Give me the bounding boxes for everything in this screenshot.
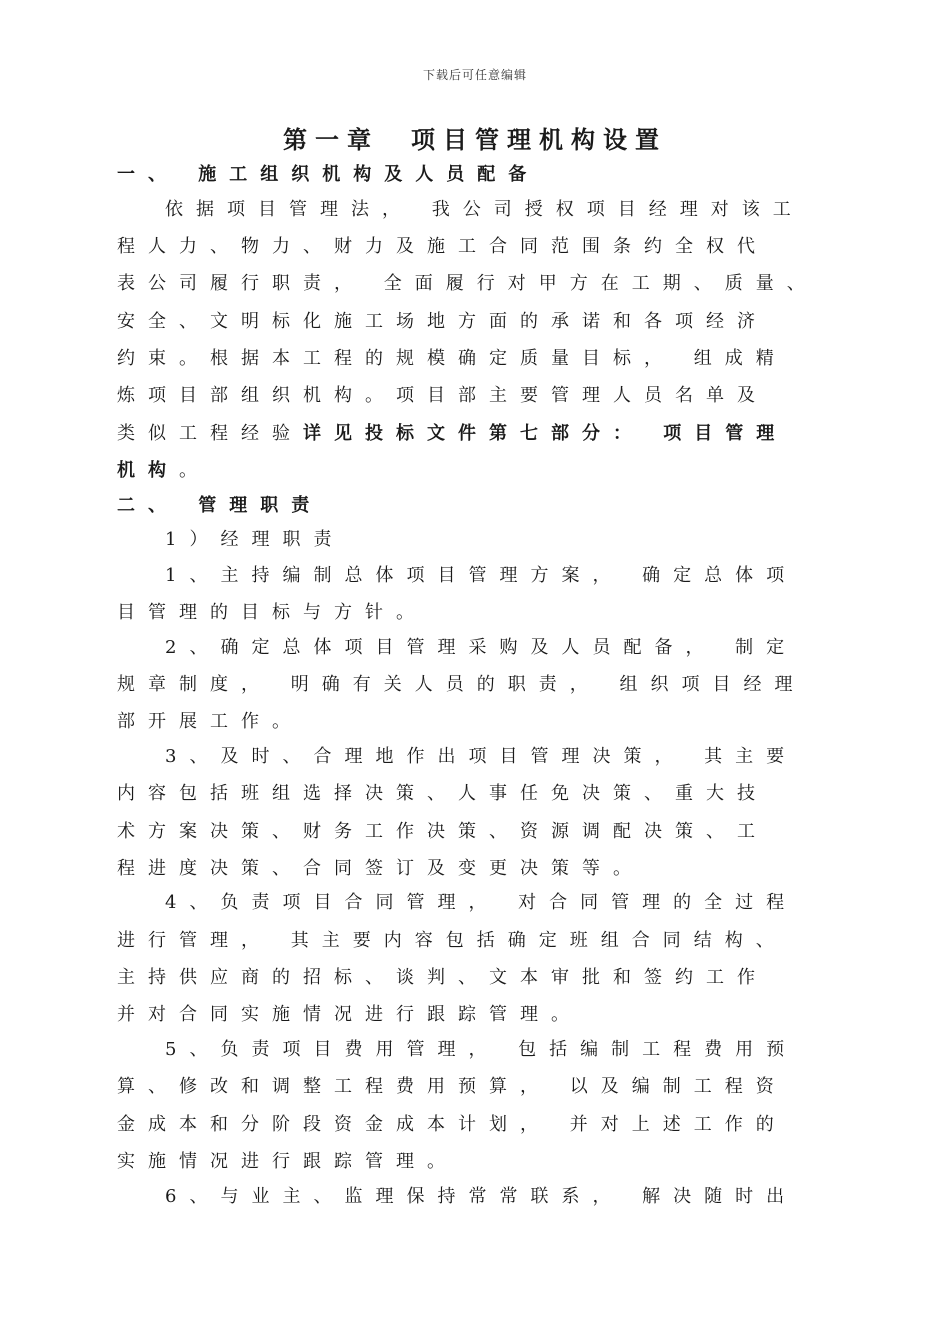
section1-line-8 — [117, 459, 210, 483]
section1-line-2: 程人力、物力、财力及施工合同范围条约全权代 — [117, 236, 768, 257]
duty-1-line-2: 目管理的目标与方针。 — [117, 602, 427, 623]
section1-line-1: 依据项目管理法， 我公司授权项目经理对该工 — [165, 199, 804, 220]
duty-2-line-2: 规章制度， 明确有关人员的职责， 组织项目经理 — [117, 674, 806, 695]
duty-1-line-1: 1、主持编制总体项目管理方案， 确定总体项 — [165, 565, 798, 586]
duty-3-line-1: 3、及时、合理地作出项目管理决策， 其主要 — [165, 746, 798, 767]
duty-4-line-4: 并对合同实施情况进行跟踪管理。 — [117, 1004, 582, 1025]
section1-heading: 一、 施工组织机构及人员配备 — [117, 164, 540, 185]
line7-bold-reference: 详见投标文件第七部分： 项目管理 — [303, 423, 788, 444]
line7-plain-text: 类似工程经验 — [117, 423, 303, 444]
duty-3-line-4: 程进度决策、合同签订及变更决策等。 — [117, 858, 644, 879]
duty-2-line-3: 部开展工作。 — [117, 711, 303, 732]
section2-heading: 二、 管理职责 — [117, 495, 323, 516]
duty-5-line-2: 算、修改和调整工程费用预算， 以及编制工程资 — [117, 1076, 787, 1097]
section1-line-7 — [117, 422, 787, 446]
line8-bold-text: 机构 — [117, 460, 179, 481]
duty-4-line-2: 进行管理， 其主要内容包括确定班组合同结构、 — [117, 930, 787, 951]
section1-line-5: 约束。根据本工程的规模确定质量目标， 组成精 — [117, 348, 787, 369]
section1-line-4: 安全、文明标化施工场地方面的承诺和各项经济 — [117, 311, 768, 332]
duty-4-line-3: 主持供应商的招标、谈判、文本审批和签约工作 — [117, 967, 768, 988]
page-header-note: 下载后可任意编辑 — [422, 68, 527, 82]
duty-3-line-3: 术方案决策、财务工作决策、资源调配决策、工 — [117, 821, 768, 842]
duty-6-line-1: 6、与业主、监理保持常常联系， 解决随时出 — [165, 1186, 798, 1207]
duty-5-line-1: 5、负责项目费用管理， 包括编制工程费用预 — [165, 1039, 798, 1060]
duty-2-line-1: 2、确定总体项目管理采购及人员配备， 制定 — [165, 637, 798, 658]
duty-3-line-2: 内容包括班组选择决策、人事任免决策、重大技 — [117, 783, 768, 804]
section1-line-3: 表公司履行职责， 全面履行对甲方在工期、质量、 — [117, 273, 818, 294]
chapter-title: 第一章 项目管理机构设置 — [283, 125, 667, 154]
section2-subheading: 1）经理职责 — [165, 529, 345, 550]
duty-5-line-3: 金成本和分阶段资金成本计划， 并对上述工作的 — [117, 1114, 787, 1135]
duty-4-line-1: 4、负责项目合同管理， 对合同管理的全过程 — [165, 892, 798, 913]
section1-line-6: 炼项目部组织机构。项目部主要管理人员名单及 — [117, 385, 768, 406]
duty-5-line-4: 实施情况进行跟踪管理。 — [117, 1151, 458, 1172]
line8-punct: 。 — [179, 460, 210, 481]
